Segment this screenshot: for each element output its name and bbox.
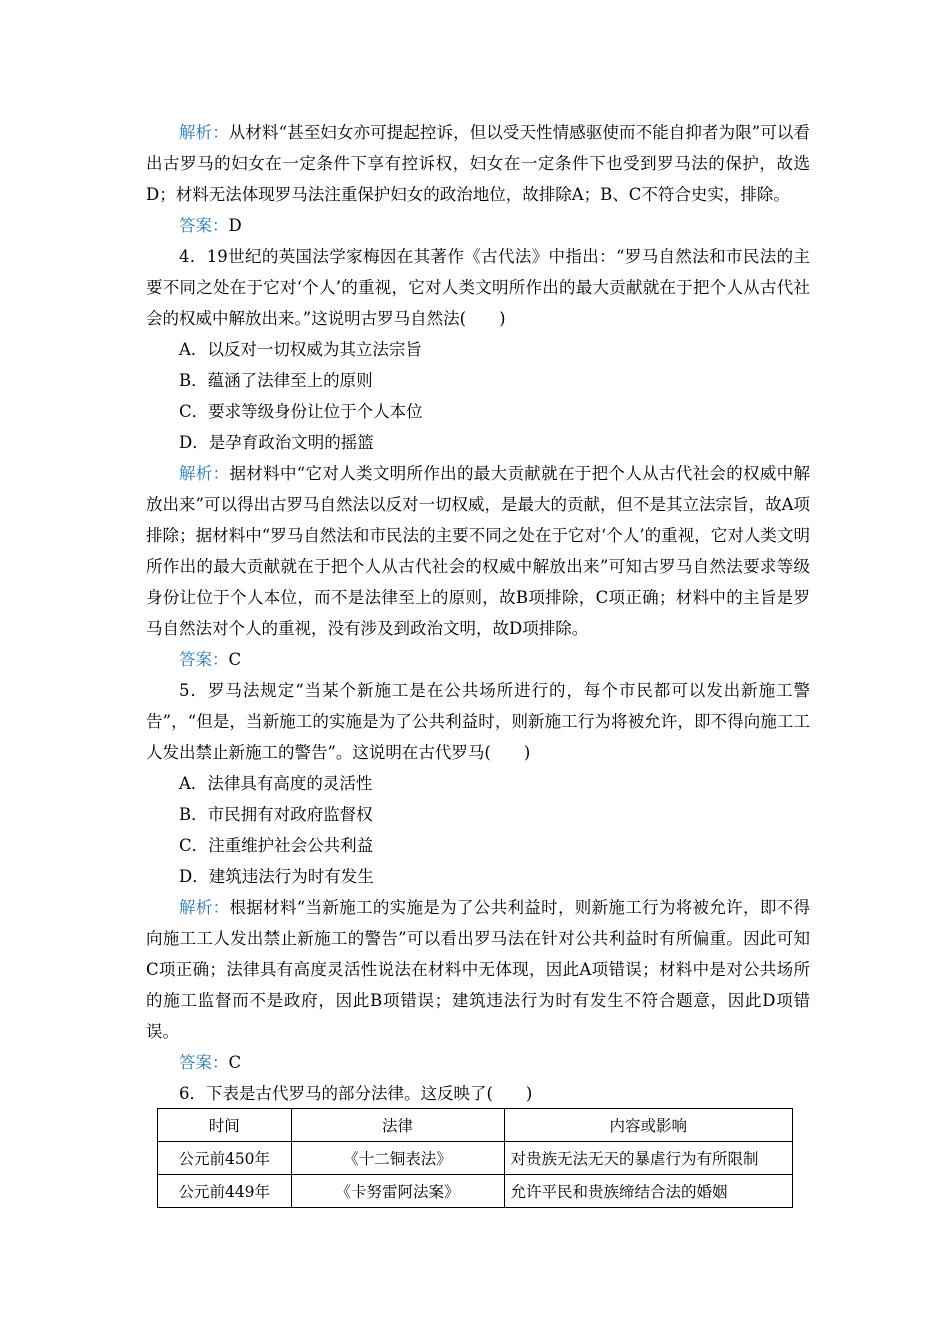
analysis-label: 解析：: [179, 123, 229, 142]
table-cell: 《卡努雷阿法案》: [291, 1175, 504, 1208]
q5-stem: 5．罗马法规定“当某个新施工是在公共场所进行的，每个市民都可以发出新施工警告”，“但是，当新施工的实施是为了公共利益时，则新施工行为将被允许，即不得向施工工人发出禁止新施工的警告”。这说明在古代罗马( ): [146, 681, 810, 762]
q4-analysis: [146, 458, 810, 644]
q5-option-d: D．建筑违法行为时有发生: [179, 867, 374, 886]
q3-analysis: [146, 117, 810, 210]
q3-answer: [179, 210, 242, 241]
table-cell: 允许平民和贵族缔结合法的婚姻: [504, 1175, 792, 1208]
analysis-text: 根据材料“当新施工的实施是为了公共利益时，则新施工行为将被允许，即不得向施工工人发出禁止新施工的警告”可以看出罗马法在针对公共利益时有所偏重。因此可知C项正确；法律具有高度灵活性说法在材料中无体现，因此A项错误；材料中是对公共场所的施工监督而不是政府，因此B项错误；建筑违法行为时有发生不符合题意，因此D项错误。: [146, 898, 811, 1041]
header-cell-content: 内容或影响: [504, 1109, 792, 1142]
q5-option-b: B．市民拥有对政府监督权: [179, 805, 373, 824]
header-cell-time: 时间: [158, 1109, 292, 1142]
law-table: [157, 1108, 793, 1208]
q5-option-c: C．注重维护社会公共利益: [179, 836, 374, 855]
q4-answer: [179, 644, 241, 675]
answer-label: 答案：: [179, 650, 229, 669]
analysis-label: 解析：: [179, 464, 230, 483]
table-cell: 公元前450年: [158, 1142, 292, 1175]
analysis-label: 解析：: [179, 898, 230, 917]
analysis-text: 据材料中“它对人类文明所作出的最大贡献就在于把个人从古代社会的权威中解放出来”可以得出古罗马自然法以反对一切权威，是最大的贡献，但不是其立法宗旨，故A项排除；据材料中“罗马自然法和市民法的主要不同之处在于它对‘个人’的重视，它对人类文明所作出的最大贡献就在于把个人从古代社会的权威中解放出来”可知古罗马自然法要求等级身份让位于个人本位，而不是法律至上的原则，故B项排除，C项正确；材料中的主旨是罗马自然法对个人的重视，没有涉及到政治文明，故D项排除。: [146, 464, 811, 638]
analysis-text: 从材料“甚至妇女亦可提起控诉，但以受天性情感驱使而不能自抑者为限”可以看出古罗马的妇女在一定条件下享有控诉权，妇女在一定条件下也受到罗马法的保护，故选D；材料无法体现罗马法注重保护妇女的政治地位，故排除A；B、C不符合史实，排除。: [146, 123, 811, 204]
q5-answer: [179, 1047, 241, 1078]
table-cell: 对贵族无法无天的暴虐行为有所限制: [504, 1142, 792, 1175]
q6-stem: 6．下表是古代罗马的部分法律。这反映了( ): [179, 1084, 533, 1103]
table-cell: 公元前449年: [158, 1175, 292, 1208]
q4-stem: 4．19世纪的英国法学家梅因在其著作《古代法》中指出：“罗马自然法和市民法的主要不同之处在于它对‘个人’的重视，它对人类文明所作出的最大贡献就在于把个人从古代社会的权威中解放出来。”这说明古罗马自然法( ): [146, 247, 810, 328]
q4-option-c: C．要求等级身份让位于个人本位: [179, 402, 423, 421]
q4-option-d: D．是孕育政治文明的摇篮: [179, 433, 374, 452]
q5-option-a: A．法律具有高度的灵活性: [179, 774, 373, 793]
answer-value: C: [228, 1053, 242, 1072]
answer-value: C: [228, 650, 242, 669]
answer-label: 答案：: [179, 216, 229, 235]
header-cell-law: 法律: [291, 1109, 504, 1142]
table-header-row: [158, 1109, 793, 1142]
q4-option-a: A．以反对一切权威为其立法宗旨: [179, 340, 422, 359]
answer-value: D: [228, 216, 242, 235]
table-row: [158, 1142, 793, 1175]
table-row: [158, 1175, 793, 1208]
answer-label: 答案：: [179, 1053, 229, 1072]
table-cell: 《十二铜表法》: [291, 1142, 504, 1175]
q5-analysis: [146, 892, 810, 1047]
q4-option-b: B．蕴涵了法律至上的原则: [179, 371, 373, 390]
